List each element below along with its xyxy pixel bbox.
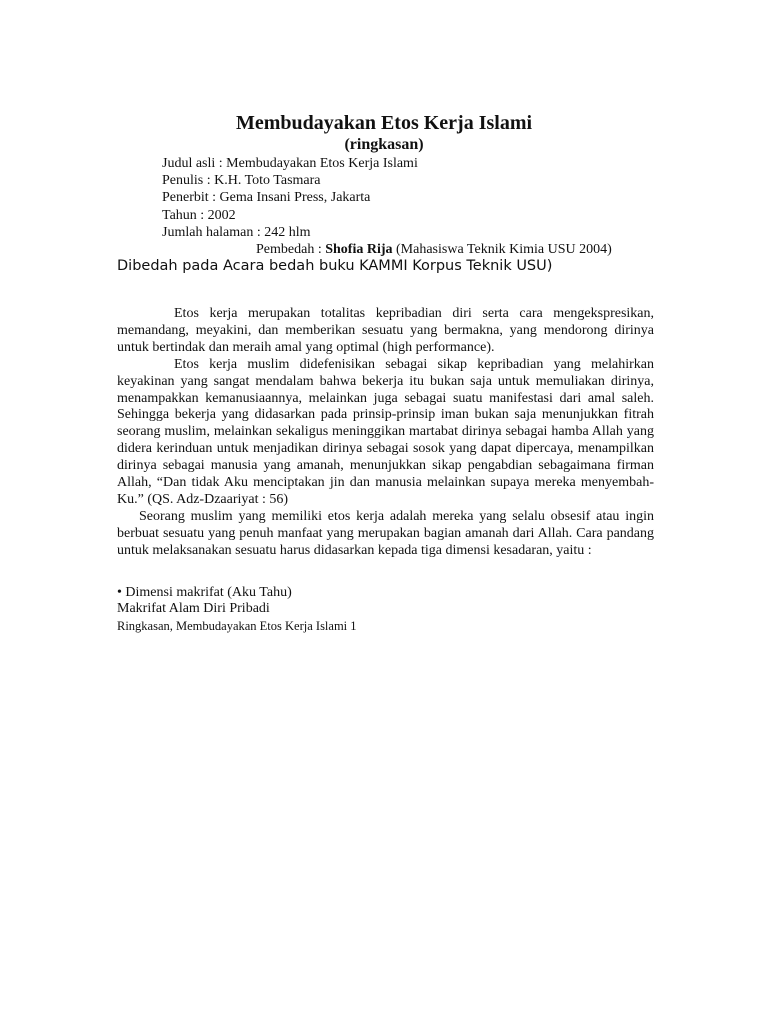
- paragraph: Etos kerja merupakan totalitas kepribadian diri serta cara mengekspresikan, memandang, meyakini, dan memberikan sesuatu yang bermakna, yang mendorong dirinya untuk bertindak dan meraih amal yang optimal (high performance).: [117, 306, 654, 355]
- pembedah-affiliation: (Mahasiswa Teknik Kimia USU 2004): [396, 242, 612, 257]
- meta-judul: Judul asli : Membudayakan Etos Kerja Islami: [162, 156, 418, 171]
- meta-jumlah-halaman: Jumlah halaman : 242 hlm: [162, 225, 311, 240]
- paragraph: Seorang muslim yang memiliki etos kerja adalah mereka yang selalu obsesif atau ingin berbuat sesuatu yang penuh manfaat yang merupakan bagian amanah dari Allah. Cara pandang untuk melaksanakan sesuatu harus didasarkan kepada tiga dimensi kesadaran, yaitu :: [117, 508, 654, 558]
- bullet-item: • Dimensi makrifat (Aku Tahu): [117, 585, 292, 600]
- meta-penerbit: Penerbit : Gema Insani Press, Jakarta: [162, 190, 371, 205]
- paragraph: Etos kerja muslim didefenisikan sebagai sikap kepribadian yang melahirkan keyakinan yang sangat mendalam bahwa bekerja itu bukan saja untuk memuliakan dirinya, menampakkan kemanusiaannya, melainkan juga sebagai suatu manifestasi dari amal saleh. Sehingga bekerja yang didasarkan pada prinsip-prinsip iman bukan saja menunjukkan fitrah seorang muslim, melainkan sekaligus meninggikan martabat dirinya sebagai hamba Allah yang didera kerinduan untuk menjadikan dirinya sebagai sosok yang dapat dipercaya, menampilkan dirinya sebagai manusia yang amanah, menunjukkan sikap pengabdian sebagaimana firman Allah, “Dan tidak Aku menciptakan jin dan manusia melainkan supaya mereka menyembah-Ku.” (QS. Adz-Dzaariyat : 56): [117, 356, 654, 507]
- meta-tahun: Tahun : 2002: [162, 208, 236, 223]
- document-subtitle: (ringkasan): [344, 136, 424, 153]
- meta-penulis: Penulis : K.H. Toto Tasmara: [162, 173, 321, 188]
- makrifat-line: Makrifat Alam Diri Pribadi: [117, 601, 270, 616]
- body-text: [117, 306, 654, 560]
- document-title: Membudayakan Etos Kerja Islami: [235, 112, 533, 134]
- pembedah-name: Shofia Rija: [325, 242, 393, 257]
- page-footer: Ringkasan, Membudayakan Etos Kerja Islami 1: [117, 619, 357, 633]
- event-note: Dibedah pada Acara bedah buku KAMMI Korpus Teknik USU): [117, 258, 553, 274]
- pembedah-line: [256, 241, 612, 258]
- pembedah-label: Pembedah :: [256, 242, 322, 257]
